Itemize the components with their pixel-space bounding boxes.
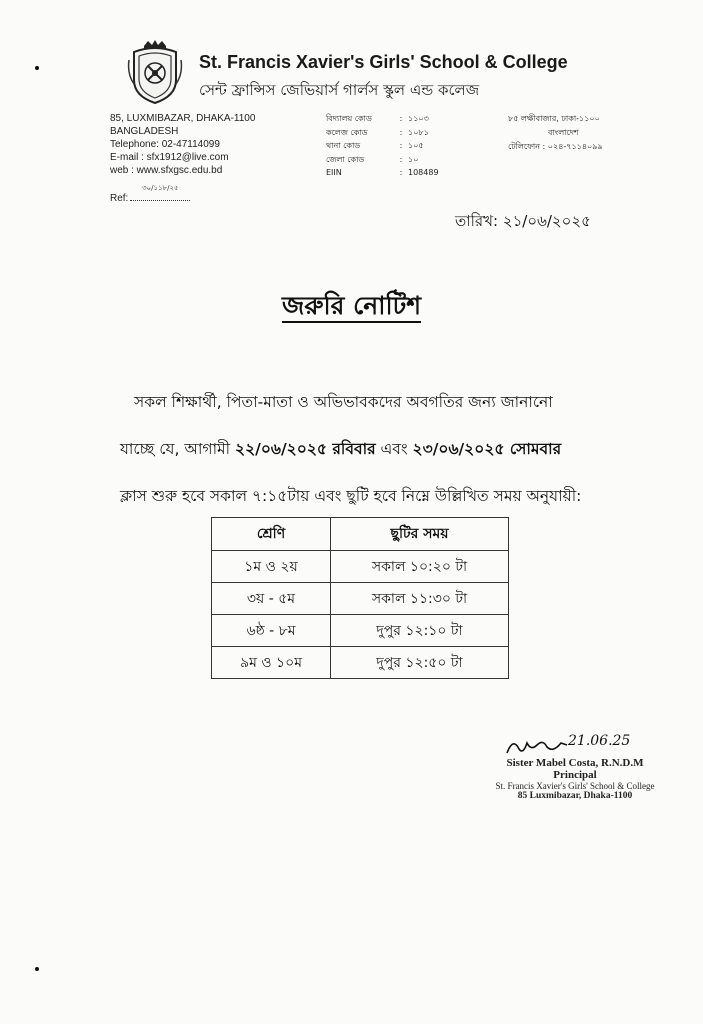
signature-date: 21.06.25 bbox=[568, 733, 631, 749]
address-line2: BANGLADESH bbox=[110, 126, 179, 137]
address-bn-line2: বাংলাদেশ bbox=[548, 128, 579, 137]
code-sep: : bbox=[399, 154, 403, 164]
class-cell: ৬ষ্ঠ - ৮ম bbox=[212, 615, 331, 647]
time-cell: দুপুর ১২:১০ টা bbox=[331, 615, 509, 647]
code-value: ১০৫ bbox=[408, 141, 424, 150]
code-sep: : bbox=[399, 168, 403, 177]
code-row bbox=[326, 139, 439, 153]
telephone: Telephone: 02-47114099 bbox=[110, 139, 220, 150]
scan-dot bbox=[35, 967, 39, 971]
telephone-bn: টেলিফোন : ০২৪-৭১১৪০৯৯ bbox=[508, 142, 603, 151]
body-line3: ক্লাস শুরু হবে সকাল ৭:১৫টায় এবং ছুটি হবে নিম্নে উল্লিখিত সময় অনুযায়ী: bbox=[120, 487, 582, 505]
code-value: 108489 bbox=[408, 168, 439, 177]
time-cell: সকাল ১০:২০ টা bbox=[331, 551, 509, 583]
school-crest-logo bbox=[126, 40, 184, 104]
signature-block bbox=[480, 757, 670, 801]
ref-number: ৩০/১১৮/২৫ bbox=[142, 184, 179, 192]
header-class: শ্রেণি bbox=[212, 518, 331, 551]
body-text-segment: যাচ্ছে যে, আগামী bbox=[120, 440, 236, 458]
body-line1: সকল শিক্ষার্থী, পিতা-মাতা ও অভিভাবকদের অবগতির জন্য জানানো bbox=[134, 393, 553, 411]
ref-label: Ref: bbox=[110, 193, 129, 204]
address-bn-line1: ৮৫ লক্ষীবাজার, ঢাকা-১১০০ bbox=[508, 114, 600, 123]
notice-date: তারিখ: ২১/০৬/২০২৫ bbox=[455, 212, 591, 230]
ref-blank-line bbox=[130, 200, 190, 201]
time-cell: সকাল ১১:৩০ টা bbox=[331, 583, 509, 615]
ref-field bbox=[110, 193, 190, 204]
code-label: EIIN bbox=[326, 168, 342, 177]
notice-body bbox=[120, 379, 650, 520]
body-line2 bbox=[120, 426, 650, 473]
website: web : www.sfxgsc.edu.bd bbox=[110, 165, 223, 176]
table-row bbox=[212, 647, 509, 679]
scan-dot bbox=[35, 66, 39, 70]
address-line1: 85, LUXMIBAZAR, DHAKA-1100 bbox=[110, 113, 256, 124]
code-label: থানা কোড bbox=[326, 141, 361, 150]
principal-title: Principal bbox=[553, 769, 597, 781]
code-sep: : bbox=[399, 141, 403, 150]
code-label: বিদ্যালয় কোড bbox=[326, 114, 372, 123]
body-text-segment: এবং bbox=[375, 440, 413, 458]
table-row bbox=[212, 551, 509, 583]
time-cell: দুপুর ১২:৫০ টা bbox=[331, 647, 509, 679]
code-sep: : bbox=[399, 114, 403, 123]
code-row bbox=[326, 112, 439, 126]
code-label: জেলা কোড bbox=[326, 154, 365, 164]
signature-address: 85 Luxmibazar, Dhaka-1100 bbox=[517, 791, 633, 801]
email: E-mail : sfx1912@live.com bbox=[110, 152, 229, 163]
notice-title bbox=[0, 286, 703, 329]
class-cell: ৯ম ও ১০ম bbox=[212, 647, 331, 679]
code-label: কলেজ কোড bbox=[326, 127, 368, 137]
date-monday: ২৩/০৬/২০২৫ সোমবার bbox=[412, 440, 562, 458]
table-row bbox=[212, 583, 509, 615]
header-time: ছুটির সময় bbox=[331, 518, 509, 551]
notice-title-text: জরুরি নোটিশ bbox=[282, 291, 421, 323]
school-name-en: St. Francis Xavier's Girls' School & College bbox=[199, 52, 568, 72]
table-header-row bbox=[212, 518, 509, 551]
dismissal-time-table bbox=[211, 517, 509, 679]
principal-name: Sister Mabel Costa, R.N.D.M bbox=[506, 757, 644, 769]
address-bn-block bbox=[508, 112, 603, 154]
code-value: ১১০৩ bbox=[408, 114, 429, 123]
code-sep: : bbox=[399, 127, 403, 137]
table-row bbox=[212, 615, 509, 647]
class-cell: ৩য় - ৫ম bbox=[212, 583, 331, 615]
date-sunday: ২২/০৬/২০২৫ রবিবার bbox=[235, 440, 376, 458]
code-value: ১০৮১ bbox=[408, 127, 429, 137]
code-value: ১০ bbox=[408, 154, 419, 164]
code-row bbox=[326, 126, 439, 140]
code-row bbox=[326, 153, 439, 167]
address-en-block bbox=[110, 112, 255, 177]
code-row bbox=[326, 166, 439, 180]
school-name-bn: সেন্ট ফ্রান্সিস জেভিয়ার্স গার্লস স্কুল এন্ড কলেজ bbox=[199, 81, 480, 99]
institution-codes bbox=[326, 112, 439, 180]
signature-school: St. Francis Xavier's Girls' School & College bbox=[495, 781, 655, 791]
class-cell: ১ম ও ২য় bbox=[212, 551, 331, 583]
